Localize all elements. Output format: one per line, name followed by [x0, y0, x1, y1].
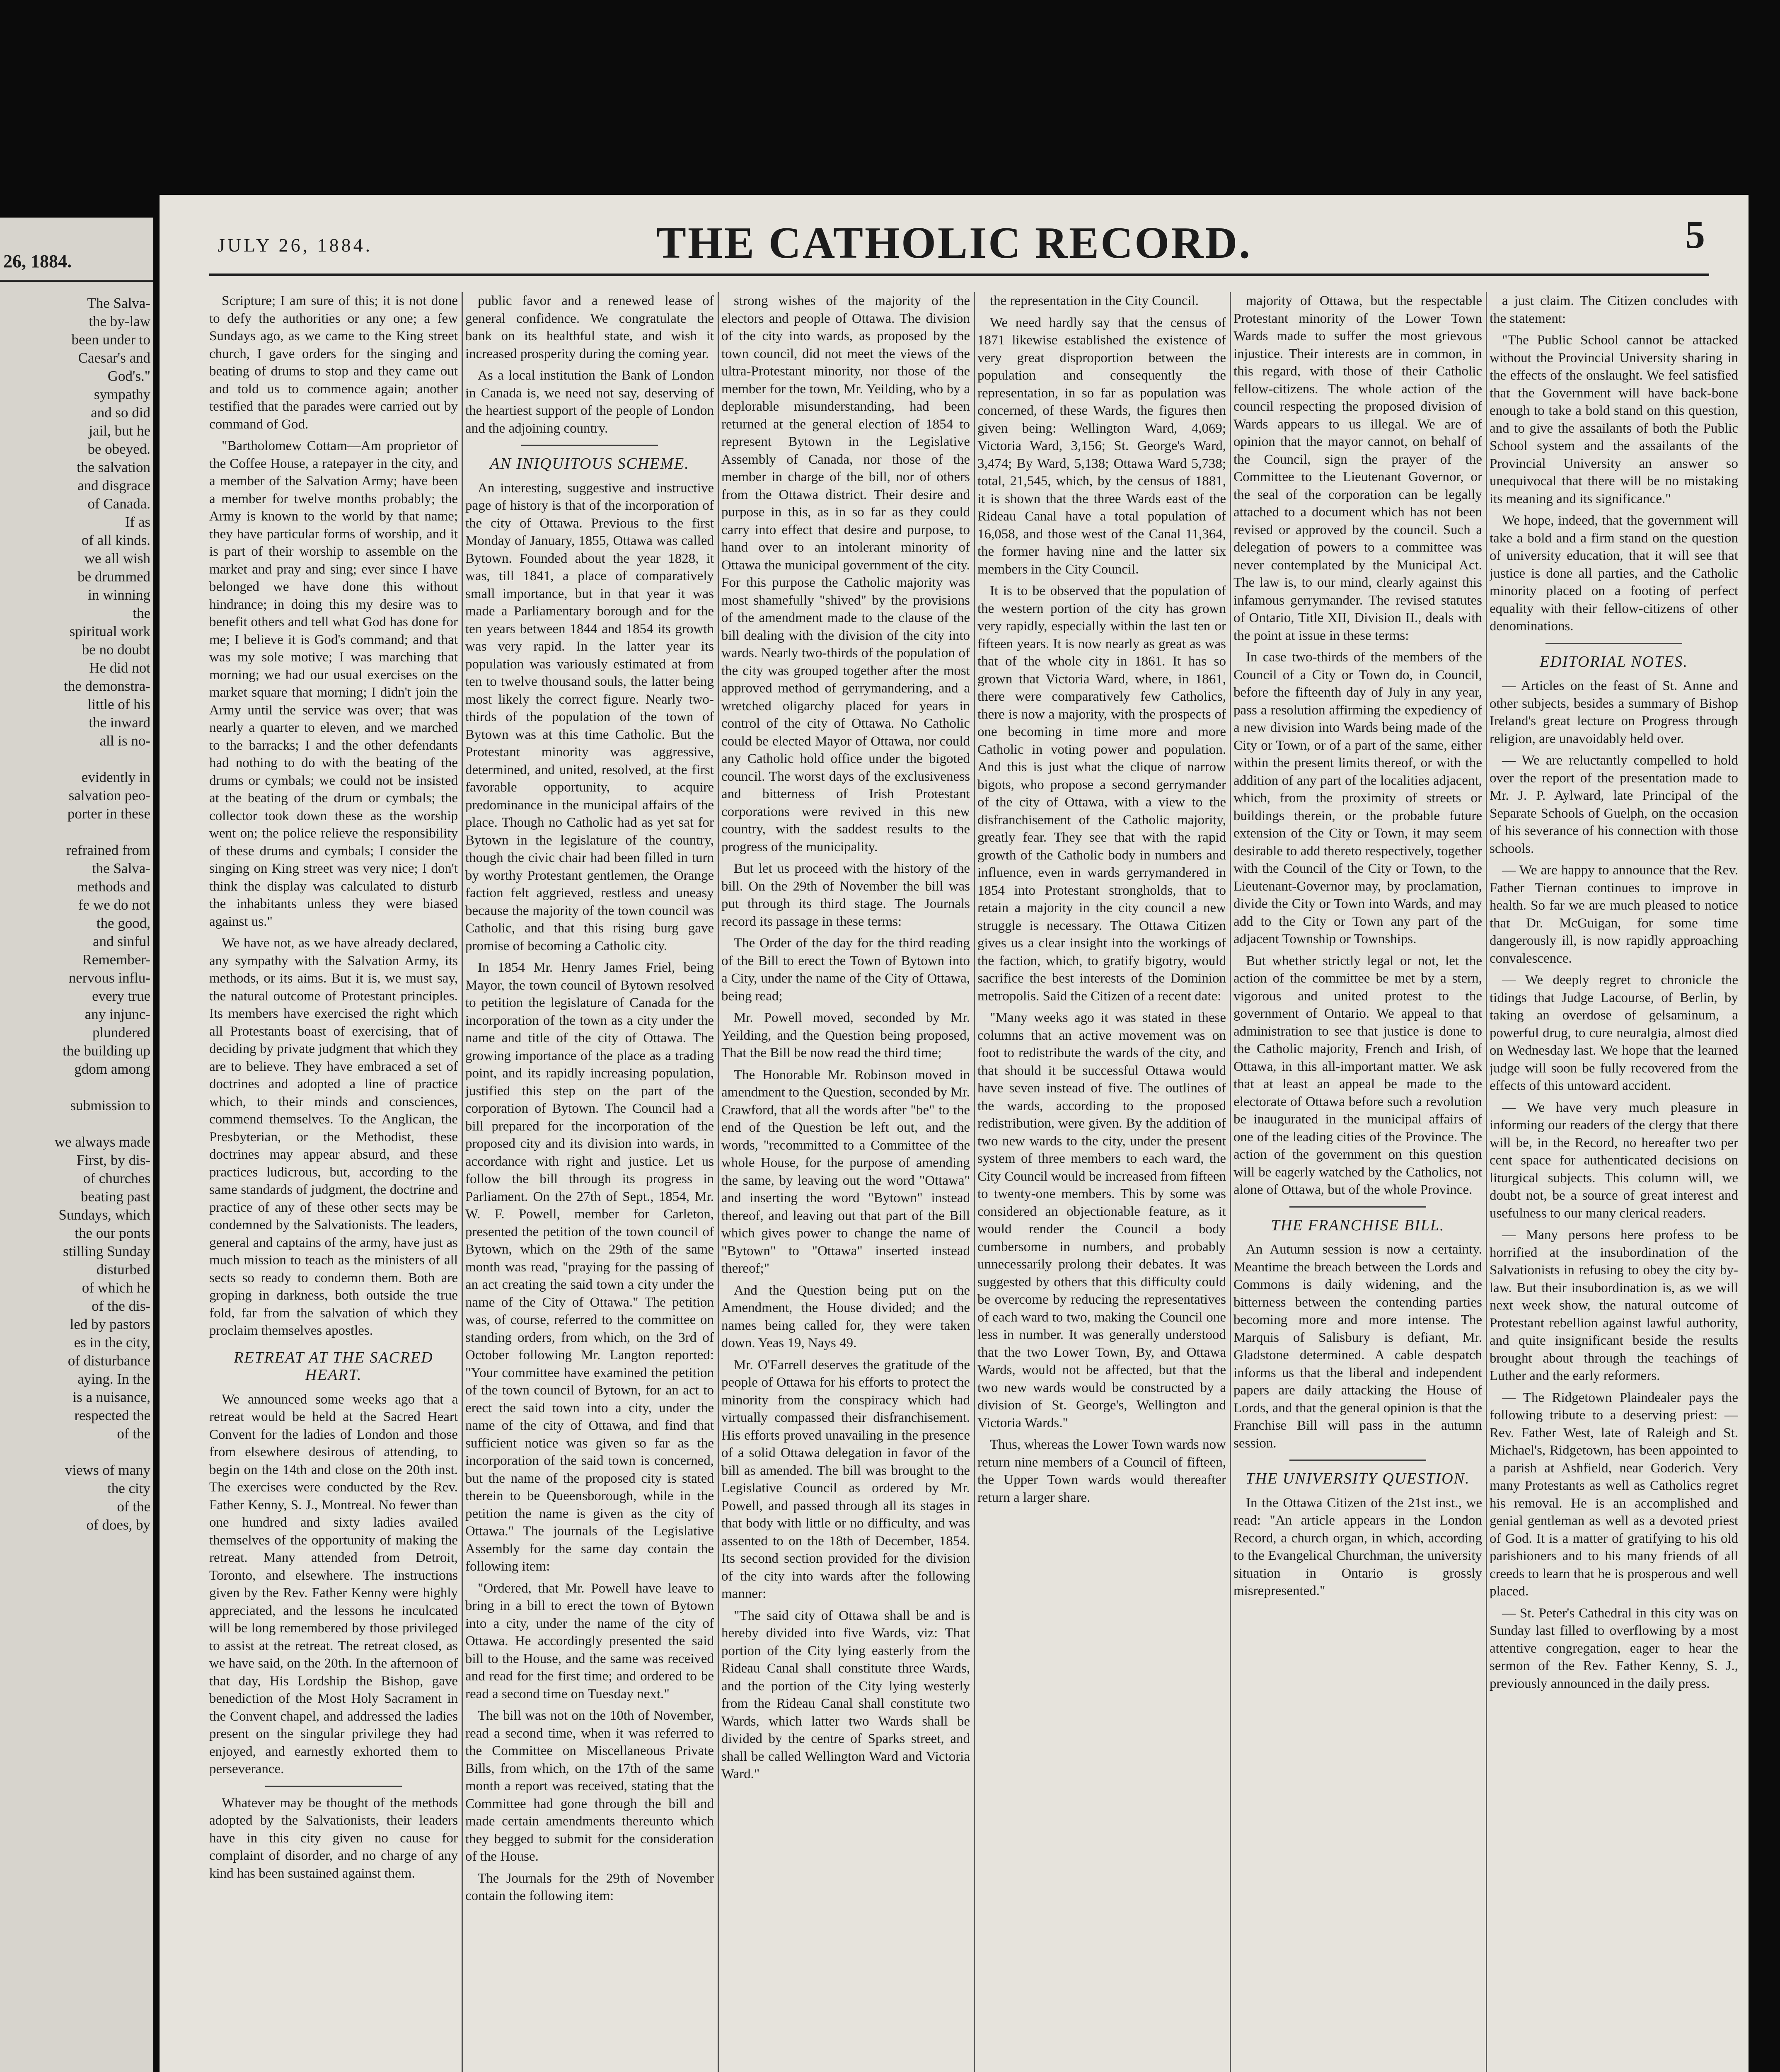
article-paragraph: public favor and a renewed lease of general confidence. We congratulate the bank on its healthful state, and wish it increased prosperity during the coming year. — [465, 293, 714, 361]
page-number: 5 — [1685, 212, 1705, 257]
article-paragraph: The Honorable Mr. Robinson moved in amendment to the Question, seconded by Mr. Crawford, that all the words after "be" to the end of the Question be left out, and the words, "recommitted to a Committee of the whole House, for the purpose of amending the same, by leaving out the word "Ottawa" and inserting the word "Bytown" instead thereof, and leaving out that part of the Bill which gives power to change the name of "Bytown" to "Ottawa" inserted instead thereof;" — [721, 1067, 970, 1276]
article-paragraph: We need hardly say that the census of 1871 likewise established the existence of very great disproportion between the population and consequently the representation, in so far as population was concerned, of these Wards, the figures then given being: Wellington Ward, 4,069; Victoria Ward, 3,156; St. George's Ward, 3,474; By Ward, 5,138; Ottawa Ward 5,738; total, 21,545, which, by the census of 1881, it is shown that the three Wards east of the Rideau Canal have a total population of 16,058, and those west of the Canal 11,364, the former having nine and the latter six members in the City Council. — [977, 315, 1226, 577]
article-paragraph: Mr. O'Farrell deserves the gratitude of the people of Ottawa for his efforts to protect the minority from the conspiracy which had virtually compassed their disfranchisement. His efforts proved unavailing in the presence of a solid Ottawa delegation in favor of the bill as amended. The bill was brought to the Legislative Council as ordered by Mr. Powell, and passed through all its stages in that body with little or no difficulty, and was assented to on the 18th of December, 1854. Its second section provided for the division of the city into wards after the following manner: — [721, 1357, 970, 1601]
newspaper-title: THE CATHOLIC RECORD. — [656, 218, 1252, 268]
article-column-1 — [209, 292, 458, 2072]
article-paragraph: — The Ridgetown Plaindealer pays the following tribute to a deserving priest: — Rev. Father West, late of Raleigh and St. Michael's, Ridgetown, has been appointed to a parish at Ashfield, near Goderich. Very many Protestants as well as Catholics regret his removal. He is an accomplished and genial gentleman as well as a devoted priest of God. It is a matter of gratifying to his old parishioners and to his many friends of all creeds to learn that he is prosperous and well placed. — [1490, 1390, 1738, 1599]
section-heading: AN INIQUITOUS SCHEME. — [490, 455, 689, 472]
article-paragraph: majority of Ottawa, but the respectable Protestant minority of the Lower Town Wards made to suffer the most grievous injustice. Their interests are in common, in this regard, with those of their Catholic fellow-citizens. The whole action of the council respecting the proposed division of Wards appears to us illegal. We are of opinion that the mayor cannot, on behalf of the Council, sign the prayer of the Committee to the Lieutenant Governor, or the seal of the corporation can be legally attached to a document which has not been revised or approved by the council. Such a delegation of powers to a committee was never contemplated by the Municipal Act. The law is, to our mind, clearly against this infamous gerrymander. The revised statutes of Ontario, Title XII, Division II., deals with the point at issue in these terms: — [1233, 293, 1482, 643]
column-divider — [974, 292, 975, 2072]
previous-page-date: 26, 1884. — [3, 251, 72, 271]
article-paragraph: — We are reluctantly compelled to hold over the report of the presentation made to Mr. J. P. Aylward, late Principal of the Separate Schools of Guelph, on the occasion of his severance of his connection with those schools. — [1490, 753, 1738, 856]
article-paragraph: An interesting, suggestive and instructive page of history is that of the incorporation of the city of Ottawa. Previous to the first Monday of January, 1855, Ottawa was called Bytown. Founded about the year 1828, it was, till 1841, a place of comparatively small importance, but in that year it was made a Parliamentary borough and for the ten years between 1844 and 1854 its growth was very rapid. In the latter year its population was variously estimated at from ten to twelve thousand souls, the latter being most likely the correct figure. Nearly two-thirds of the population of the town of Bytown was at this time Catholic. But the Protestant minority was aggressive, determined, and united, resolved, at the first favorable opportunity, to acquire predominance in the municipal affairs of the place. Though no Catholic had as yet sat for Bytown in the legislature of the country, though the civic chair had been filled in turn by worthy Protestant gentlemen, the Orange faction felt aggrieved, restless and uneasy because the majority of the town council was Catholic, and that this rising burg gave promise of becoming a Catholic city. — [465, 480, 714, 954]
article-paragraph: "The said city of Ottawa shall be and is hereby divided into five Wards, viz: That portion of the City lying easterly from the Rideau Canal shall constitute three Wards, and the portion of the City lying westerly from the Rideau Canal shall constitute two Wards, which latter two Wards shall be divided by the centre of Sparks street, and shall be called Wellington Ward and Victoria Ward." — [721, 1608, 970, 1782]
article-paragraph: The bill was not on the 10th of November, read a second time, when it was referred to the Committee on Miscellaneous Private Bills, from which, on the 17th of the same month a report was received, stating that the Committee had gone through the bill and made certain amendments thereunto which they begged to submit for the consideration of the House. — [465, 1708, 714, 1864]
article-paragraph: Scripture; I am sure of this; it is not done to defy the authorities or any one; a few Sundays ago, as we came to the King street church, I gave orders for the singing and beating of drums to stop and they came out and told us to commence again; another testified that the parades were carried out by command of God. — [209, 293, 458, 432]
article-paragraph: — Articles on the feast of St. Anne and other subjects, besides a summary of Bishop Ireland's great lecture on Progress through religion, are unavoidably held over. — [1490, 678, 1738, 746]
article-paragraph: We hope, indeed, that the government will take a bold and a firm stand on the question of university education, that it will see that justice is done all parties, and the Catholic minority placed on a footing of perfect equality with their fellow-citizens of other denominations. — [1490, 513, 1738, 634]
article-column-5 — [1233, 292, 1482, 2072]
article-paragraph: An Autumn session is now a certainty. Meantime the breach between the Lords and Commons is daily widening, and the bitterness between the contending parties becoming more and more intense. The Marquis of Salisbury is defiant, Mr. Gladstone determined. A cable despatch informs us that the liberal and independent papers are daily attacking the House of Lords, and that the general opinion is that the Franchise Bill will pass in the autumn session. — [1233, 1242, 1482, 1451]
article-paragraph: — Many persons here profess to be horrified at the insubordination of the Salvationists in refusing to obey the city by-law. But their insubordination is, as we will next week show, the natural outcome of Protestant rebellion against lawful authority, and quite insignificant beside the results brought about through the teachings of Luther and the early reformers. — [1490, 1227, 1738, 1383]
article-paragraph: The Journals for the 29th of November contain the following item: — [465, 1871, 714, 1903]
article-paragraph: a just claim. The Citizen concludes with the statement: — [1490, 293, 1738, 326]
article-paragraph: And the Question being put on the Amendment, the House divided; and the names being called for, they were taken down. Yeas 19, Nays 49. — [721, 1283, 970, 1351]
article-paragraph: In 1854 Mr. Henry James Friel, being Mayor, the town council of Bytown resolved to petition the legislature of Canada for the incorporation of the town as a city under the name and title of the city of Ottawa. The growing importance of the place as a trading point, and its rapidly increasing population, justified this step on the part of the corporation of Bytown. The Council had a bill prepared for the incorporation of the proposed city and its division into wards, in accordance with right and justice. Let us follow the bill through its progress in Parliament. On the 27th of Sept., 1854, Mr. W. F. Powell, member for Carleton, presented the petition of the town council of Bytown, which on the 29th of the same month was read, "praying for the passing of an act creating the said town a city under the name of the City of Ottawa." The petition was, of course, referred to the committee on standing orders, from which, on the 3rd of October following Mr. Langton reported: "Your committee have examined the petition of the town council of Bytown, for an act to erect the said town into a city, under the name of the city of Ottawa, and find that sufficient notice was given so far as the incorporation of the said town is concerned, but the name of the proposed city is stated therein to be Queensborough, while in the petition the name is given as the city of Ottawa." The journals of the Legislative Assembly for the same day contain the following item: — [465, 960, 714, 1574]
article-paragraph: Thus, whereas the Lower Town wards now return nine members of a Council of fifteen, the Upper Town wards would thereafter return a larger share. — [977, 1437, 1226, 1505]
article-column-2 — [465, 292, 714, 2072]
article-column-3 — [721, 292, 970, 2072]
section-separator — [1545, 643, 1682, 644]
article-paragraph: "Ordered, that Mr. Powell have leave to bring in a bill to erect the town of Bytown into a city, under the name of the city of Ottawa. He accordingly presented the said bill to the House, and the same was received and read for the first time; and ordered to be read a second time on Tuesday next." — [465, 1581, 714, 1702]
article-paragraph: The Order of the day for the third reading of the Bill to erect the Town of Bytown into a City, under the name of the City of Ottawa, being read; — [721, 936, 970, 1004]
column-divider — [1230, 292, 1231, 2072]
article-paragraph: In the Ottawa Citizen of the 21st inst., we read: "An article appears in the London Record, a church organ, in which, according to the Evangelical Churchman, the university situation in Ontario is grossly misrepresented." — [1233, 1495, 1482, 1598]
article-paragraph: We announced some weeks ago that a retreat would be held at the Sacred Heart Convent for the ladies of London and those from elsewhere desirous of attending, to begin on the 14th and close on the 20th inst. The exercises were conducted by the Rev. Father Kenny, S. J., Montreal. No fewer than one hundred and sixty ladies availed themselves of the opportunity of making the retreat. Many attended from Detroit, Toronto, and elsewhere. The instructions given by the Rev. Father Kenny were highly appreciated, and the lessons he inculcated will be long remembered by those privileged to assist at the retreat. The retreat closed, as we have said, on the 20th. In the afternoon of that day, His Lordship the Bishop, gave benediction of the Most Holy Sacrament in the Convent chapel, and addressed the ladies present on the singular privilege they had enjoyed, and earnestly exhorted them to perseverance. — [209, 1392, 458, 1777]
issue-date: JULY 26, 1884. — [218, 235, 373, 256]
previous-page-edge — [0, 218, 153, 2072]
article-paragraph: Mr. Powell moved, seconded by Mr. Yeilding, and the Question being proposed, That the Bill be now read the third time; — [721, 1010, 970, 1060]
article-paragraph: "Bartholomew Cottam—Am proprietor of the Coffee House, a ratepayer in the city, and a member of the Salvation Army; have been a member for twelve months probably; the Army is known to the world by that name; they have particular forms of worship, and it is part of their worship to assemble on the market and pray and sing; ever since I have belonged we have done this without hindrance; in doing this my desire was to benefit others and tell what God has done for me; I believe it is God's command; and that was my sole motive; I was marching that morning; we had our usual exercises on the market square that morning; I didn't join the Army until the service was over; that was nearly a quarter to eleven, and we marched to the barracks; I and the other defendants had nothing to do with the beating of the drums or cymbals; we could not be insisted at the beating of the drum or cymbals; the collector took down these as the worship went on; the police relieve the responsibility of these drums and cymbals; I consider the singing on King street was very nice; I don't think the display was calculated to disturb the inhabitants unless they were biased against us." — [209, 438, 458, 929]
section-heading: EDITORIAL NOTES. — [1540, 653, 1688, 670]
previous-page-column-text: The Salva- the by-law been under to Caesar's and God's." sympathy and so did jail, but he be obeyed. the salvation and disgrace of Canada. If as of all kinds. we all wish be drummed in winning the spiritual work be no doubt He did not the demonstra- little of his the inward all is no- evidently in salvation peo- porter in these refrained from the Salva- methods and fe we do not the good, and sinful Remember- nervous influ- every true any injunc- plundered the building up gdom among submission to we always made First, by dis- of churches beating past Sundays, which the our ponts stilling Sunday disturbed of which he of the dis- led by pastors es in the city, of disturbance aying. In the is a nuisance, respected the of the views of many the city of the of does, by — [54, 295, 150, 1533]
column-divider — [718, 292, 719, 2072]
section-separator — [1289, 1460, 1426, 1461]
column-divider — [1486, 292, 1487, 2072]
article-paragraph: But whether strictly legal or not, let the action of the committee be met by a stern, vigorous and united protest to the government of Ontario. We appeal to that administration to see that justice is done to the Catholic majority, French and Irish, of Ottawa, in this all-important matter. We ask that at least an appeal be made to the electorate of Ottawa before such a revolution be inaugurated in the municipal affairs of one of the leading cities of the Province. The action of the government on this question will be eagerly watched by the Catholics, not alone of Ottawa, but of the whole Province. — [1233, 953, 1482, 1197]
article-paragraph: the representation in the City Council. — [990, 293, 1199, 308]
section-heading: THE UNIVERSITY QUESTION. — [1246, 1470, 1470, 1487]
article-paragraph: We have not, as we have already declared, any sympathy with the Salvation Army, its methods, or its aims. But it is, we must say, the natural outcome of Protestant principles. Its members have exercised the right which all Protestants boast of exercising, that of deciding by private judgment that which they are to believe. They have embraced a set of doctrines and adopted a line of practice which, to their minds and consciences, commend themselves. To the Anglican, the Presbyterian, or the Methodist, these doctrines may appear absurd, and these practices ludicrous, but, according to the same standards of judgment, the doctrine and practice of any of these other sects may be condemned by the Salvationists. The leaders, general and captains of the army, have just as much mission to teach as the ministers of all sects so ready to condemn them. Both are groping in darkness, both outside the true fold, far from the salvation of which they proclaim themselves apostles. — [209, 936, 458, 1338]
masthead-rule — [209, 274, 1709, 276]
article-paragraph: "Many weeks ago it was stated in these columns that an active movement was on foot to redistribute the wards of the city, and that should it be successful Ottawa would have seven instead of five. The outlines of the wards, according to the proposed redistribution, were given. By the addition of two new wards to the city, under the present system of three members to each ward, the City Council would be increased from fifteen to twenty-one members. This by some was considered an objectionable feature, as it would render the Council a body cumbersome in numbers, and probably unnecessarily prolong their debates. It was suggested by others that this difficulty could be overcome by reducing the representatives of each ward to two, making the Council one less in number. It was generally understood that the two Lower Town, By, and Ottawa Wards, would not be affected, but that the two new wards would be constructed by a division of St. George's, Wellington and Victoria Wards." — [977, 1010, 1226, 1431]
previous-page-rule — [0, 280, 153, 282]
article-paragraph: As a local institution the Bank of London in Canada is, we need not say, deserving of the heartiest support of the people of London and the adjoining country. — [465, 368, 714, 436]
section-heading: THE FRANCHISE BILL. — [1271, 1216, 1445, 1234]
section-heading: RETREAT AT THE SACRED HEART. — [234, 1348, 433, 1384]
section-separator — [521, 445, 658, 446]
article-paragraph: "The Public School cannot be attacked without the Provincial University sharing in the effects of the onslaught. We feel satisfied that the Government will have back-bone enough to take a bold stand on this question, and to give the assailants of both the Public School system and the assailants of the Provincial University an answer so unequivocal that there will be no mistaking its meaning and its significance." — [1490, 333, 1738, 506]
article-paragraph: — We have very much pleasure in informing our readers of the clergy that there will be, in the Record, no hereafter two per cent space for authenticated decisions on liturgical subjects. This column will, we doubt not, be a source of great interest and usefulness to our many clerical readers. — [1490, 1100, 1738, 1221]
section-separator — [265, 1786, 402, 1787]
section-separator — [1289, 1206, 1426, 1208]
article-paragraph: — We deeply regret to chronicle the tidings that Judge Lacourse, of Berlin, by taking an overdose of gelsaminum, a powerful drug, to cure neuralgia, almost died on Wednesday last. We hope that the learned judge will soon be fully recovered from the effects of this untoward accident. — [1490, 973, 1738, 1093]
article-paragraph: In case two-thirds of the members of the Council of a City or Town do, in Council, before the fifteenth day of July in any year, pass a resolution affirming the expediency of a new division into Wards being made of the City or Town, or of a part of the same, either within the present limits thereof, or with the addition of any part of the localities adjacent, which, from the proximity of streets or buildings therein, or the probable future extension of the City or Town, it may seem desirable to add thereto respectively, together with the Council of the City or Town, to the Lieutenant-Governor may, by proclamation, divide the City or Town into Wards, and may add to the City or Town any part of the adjacent Township or Townships. — [1233, 650, 1482, 946]
article-column-4 — [977, 292, 1226, 2072]
article-paragraph: — We are happy to announce that the Rev. Father Tiernan continues to improve in health. So far we are much pleased to notice that Dr. McGuigan, for some time dangerously ill, is now rapidly approaching convalescence. — [1490, 863, 1738, 966]
article-paragraph: strong wishes of the majority of the electors and people of Ottawa. The division of the city into wards, as proposed by the town council, did not meet the views of the ultra-Protestant minority, nor those of the member for the town, Mr. Yeilding, who by a deplorable misunderstanding, had been returned at the general election of 1854 to represent Bytown in the Legislative Assembly of Canada, nor those of the member in charge of the bill, nor of others from the Ottawa district. Their desire and purpose in this, as in so far as they could carry into effect that desire and purpose, to hand over to an intolerant minority of Ottawa the municipal government of the city. For this purpose the Catholic majority was most shamefully "shived" by the provisions of the amendment made to the clause of the bill dealing with the division of the city into wards. Nearly two-thirds of the population of the city was grouped together after the most approved method of gerrymandering, and a wretched oligarchy placed for years in control of the city of Ottawa. No Catholic could be elected Mayor of Ottawa, nor could any Catholic hold office under the bigoted council. The worst days of the exclusiveness and bitterness of Irish Protestant corporations were revived in this new country, with the saddest results to the progress of the municipality. — [721, 293, 970, 854]
article-paragraph: But let us proceed with the history of the bill. On the 29th of November the bill was put through its third stage. The Journals record its passage in these terms: — [721, 861, 970, 929]
article-column-6 — [1490, 292, 1738, 2072]
column-divider — [462, 292, 463, 2072]
article-paragraph: — St. Peter's Cathedral in this city was on Sunday last filled to overflowing by a most attentive congregation, eager to hear the sermon of the Rev. Father Kenny, S. J., previously announced in the daily press. — [1490, 1605, 1738, 1691]
article-paragraph: Whatever may be thought of the methods adopted by the Salvationists, their leaders have in this city given no cause for complaint of disorder, and no charge of any kind has been sustained against them. — [209, 1795, 458, 1881]
newspaper-page — [160, 195, 1749, 2072]
article-paragraph: It is to be observed that the population of the western portion of the city has grown very rapidly, especially within the last ten or fifteen years. It is now nearly as great as was that of the whole city in 1861. It has so grown that Victoria Ward, where, in 1861, there were comparatively few Catholics, there is now a majority, with the prospects of one becoming in time more and more Catholic in voting power and population. And this is just what the clique of narrow bigots, who propose a second gerrymander of the city of Ottawa, with a view to the disfranchisement of the Catholic majority, greatly fear. They see that with the rapid growth of the Catholic body in numbers and influence, even in wards gerrymandered in 1854 into Protestant strongholds, that to retain a majority in the city council a new struggle is necessary. The Ottawa Citizen gives us a clear insight into the workings of the faction, which, to gratify bigotry, would sacrifice the best interests of the Dominion metropolis. Said the Citizen of a recent date: — [977, 583, 1226, 1004]
